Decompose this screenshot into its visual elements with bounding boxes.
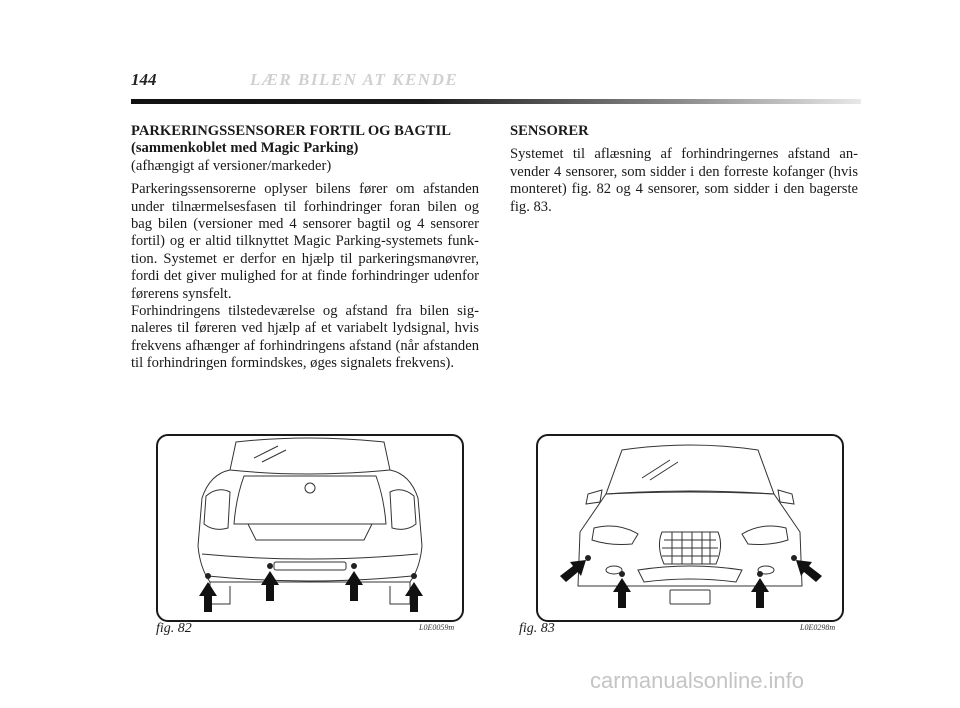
- page-number: 144: [131, 70, 157, 89]
- header-rule: [131, 99, 861, 104]
- paragraph: Parkeringssensorerne oplyser bilens fører om afstanden under tilnærmelsesfasen til forhindringer foran bilen og bag bilen (versioner med 4 sensorer bagtil og 4 sensorer fortil) og er altid tilknyttet Magic Parking-systemets funktion. Systemet er derfor en hjælp til parkeringsmanøvrer, fordi det giver mulighed for at finde forhindringer udenfor førerens synsfelt.: [131, 181, 479, 302]
- figure-front-car: [536, 434, 844, 622]
- sensors-heading: SENSORER: [510, 123, 589, 139]
- sensor-arrows: [199, 571, 423, 612]
- figure-caption: fig. 83: [519, 621, 555, 636]
- section-title: LÆR BILEN AT KENDE: [250, 70, 459, 89]
- version-note: (afhængigt af versioner/markeder): [131, 157, 332, 174]
- paragraph: Forhindringens tilstedeværelse og afstand fra bilen signaleres til føreren ved hjælp af et variabelt lydsignal, hvis frekvens afhænger af forhindringens afstand (når afstanden til forhindringen formindskes, øges signalets frekvens).: [131, 303, 479, 372]
- right-column: [510, 123, 858, 216]
- section-heading: PARKERINGSSENSORER FORTIL OG BAGTIL: [131, 123, 451, 139]
- section-heading-sub: (sammenkoblet med Magic Parking): [131, 140, 359, 157]
- rear-car-illustration: [158, 436, 462, 620]
- paragraph: Systemet til aflæsning af forhindringernes afstand anvender 4 sensorer, som sidder i den forreste kofanger (hvis monteret) fig. 82 og 4 sensorer, som sidder i den bagerste fig. 83.: [510, 146, 858, 215]
- front-car-illustration: [538, 436, 842, 620]
- watermark: carmanualsonline.info: [590, 668, 805, 693]
- figure-code: L0E0298m: [800, 623, 836, 632]
- figure-code: L0E0059m: [419, 623, 455, 632]
- figure-rear-car: [156, 434, 464, 622]
- sensor-arrows: [560, 560, 822, 608]
- figure-caption: fig. 82: [156, 621, 192, 636]
- left-column: [131, 123, 479, 373]
